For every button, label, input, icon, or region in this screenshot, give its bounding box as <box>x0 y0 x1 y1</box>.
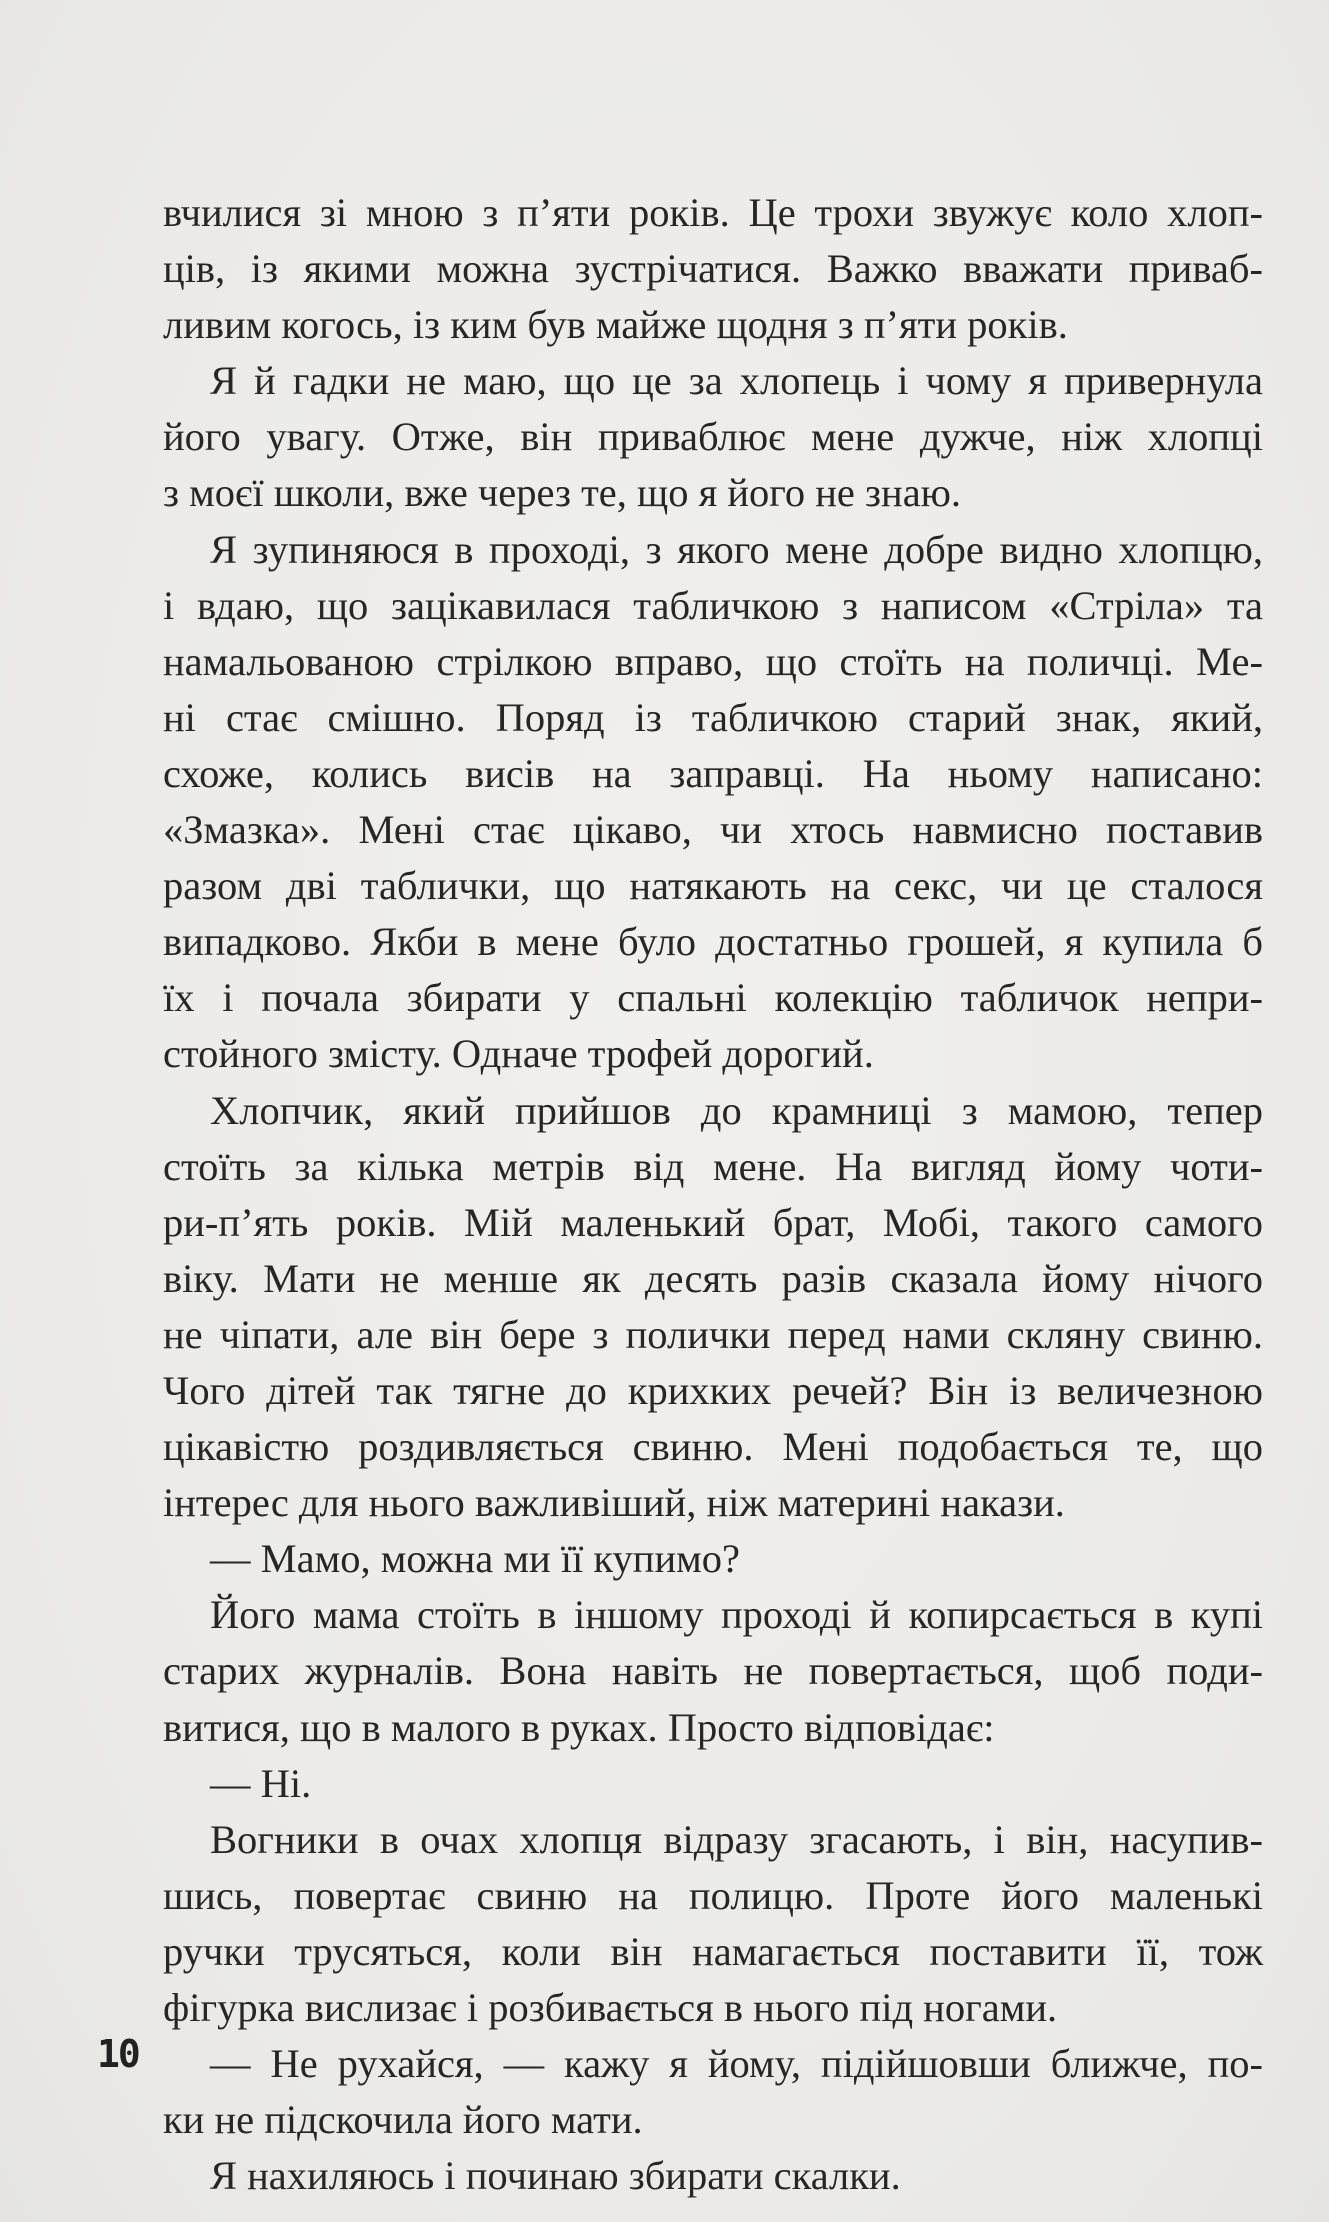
text-line: не чіпати, але він бере з полички перед нами скляну свиню. <box>163 1311 1263 1357</box>
text-line: намальованою стрілкою вправо, що стоїть на поличці. Ме- <box>163 638 1263 684</box>
text-line: Хлопчик, який прийшов до крамниці з мамою, тепер <box>210 1087 1263 1133</box>
text-line: Вогники в очах хлопця відразу згасають, і він, насупив- <box>210 1816 1263 1862</box>
text-line: Я нахиляюсь і починаю збирати скалки. <box>210 2153 901 2199</box>
text-line: Його мама стоїть в іншому проході й копирсається в купі <box>210 1592 1263 1638</box>
text-line: віку. Мати не менше як десять разів сказала йому нічого <box>163 1255 1263 1301</box>
body-text <box>163 185 1263 2204</box>
text-line: випадково. Якби в мене було достатньо грошей, я купила б <box>163 919 1263 965</box>
text-line: — Ні. <box>210 1760 312 1806</box>
text-line: інтерес для нього важливіший, ніж материні накази. <box>163 1480 1065 1526</box>
page-number: 10 <box>97 2032 139 2076</box>
text-line: — Мамо, можна ми її купимо? <box>210 1536 740 1582</box>
text-line: ців, із якими можна зустрічатися. Важко вважати приваб- <box>163 246 1263 292</box>
text-line: і вдаю, що зацікавилася табличкою з написом «Стріла» та <box>163 582 1263 628</box>
text-line: ри-п’ять років. Мій маленький брат, Мобі, такого самого <box>163 1199 1263 1245</box>
text-line: фігурка вислизає і розбивається в нього під ногами. <box>163 1985 1058 2030</box>
text-line: ні стає смішно. Поряд із табличкою старий знак, який, <box>163 694 1263 740</box>
text-line: витися, що в малого в руках. Просто відповідає: <box>163 1704 995 1750</box>
text-line: разом дві таблички, що натякають на секс, чи це сталося <box>163 863 1263 909</box>
text-line: його увагу. Отже, він приваблює мене дужче, ніж хлопці <box>163 414 1263 460</box>
text-line: Чого дітей так тягне до крихких речей? Він із величезною <box>163 1367 1263 1413</box>
text-line: вчилися зі мною з п’яти років. Це трохи звужує коло хлоп- <box>163 190 1263 235</box>
text-line: «Змазка». Мені стає цікаво, чи хтось навмисно поставив <box>163 807 1263 853</box>
text-line: з моєї школи, вже через те, що я його не знаю. <box>163 470 962 516</box>
text-line: цікавістю роздивляється свиню. Мені подобається те, що <box>163 1424 1263 1470</box>
text-line: старих журналів. Вона навіть не повертається, щоб поди- <box>163 1648 1263 1694</box>
text-line: Я й гадки не маю, що це за хлопець і чому я привернула <box>210 358 1263 404</box>
text-line: ливим когось, із ким був майже щодня з п’яти років. <box>163 302 1068 348</box>
text-line: стойного змісту. Одначе трофей дорогий. <box>163 1031 874 1077</box>
text-line: ручки трусяться, коли він намагається поставити її, тож <box>163 1928 1263 1974</box>
text-line: стоїть за кілька метрів від мене. На вигляд йому чоти- <box>163 1143 1263 1189</box>
text-line: — Не рухайся, — кажу я йому, підійшовши ближче, по- <box>210 2041 1263 2087</box>
text-line: їх і почала збирати у спальні колекцію табличок непри- <box>163 975 1263 1021</box>
text-line: шись, повертає свиню на полицю. Проте його маленькі <box>163 1872 1263 1918</box>
text-line: схоже, колись висів на заправці. На ньому написано: <box>163 750 1263 796</box>
text-line: ки не підскочила його мати. <box>163 2097 643 2143</box>
text-line: Я зупиняюся в проході, з якого мене добре видно хлопцю, <box>210 526 1263 572</box>
